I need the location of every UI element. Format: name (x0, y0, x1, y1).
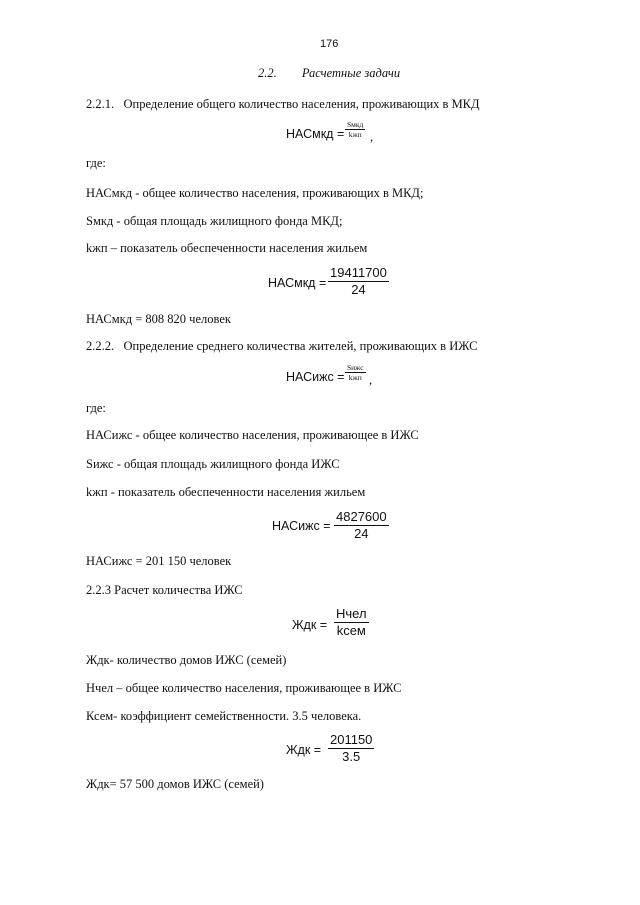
s1-formula-denominator: kжп (348, 130, 362, 140)
s2-formula-denominator: kжп (348, 373, 362, 383)
s2-definition-1: НАСижс - общее количество населения, проживающее в ИЖС (86, 428, 419, 442)
s1-calc-lhs: НАСмкд = (268, 276, 327, 290)
s1-where: где: (86, 156, 106, 170)
s2-definition-3: kжп - показатель обеспеченности населения жильем (86, 485, 366, 499)
s3-formula-lhs: Ждк = (292, 618, 328, 632)
s2-calc-numerator: 4827600 (336, 509, 387, 524)
s1-calc-numerator: 19411700 (330, 265, 387, 280)
s3-result: Ждк= 57 500 домов ИЖС (семей) (86, 777, 264, 791)
s1-formula-comma: , (370, 130, 374, 144)
s2-formula-comma: , (369, 373, 373, 387)
s2-calc-lhs: НАСижс = (272, 519, 331, 533)
s1-definition-2: Sмкд - общая площадь жилищного фонда МКД; (86, 214, 343, 228)
s3-definition-1: Ждк- количество домов ИЖС (семей) (86, 653, 287, 667)
s2-formula-numerator: Sижс (347, 363, 364, 372)
s1-definition-3: kжп – показатель обеспеченности населения жильем (86, 241, 368, 255)
s3-definition-2: Нчел – общее количество населения, проживающее в ИЖС (86, 681, 402, 695)
s1-definition-1: НАСмкд - общее количество населения, проживающих в МКД; (86, 186, 424, 200)
page-number: 176 (320, 38, 339, 50)
s3-calc-denominator: 3.5 (342, 749, 361, 765)
s3-formula-denominator: kсем (336, 623, 366, 639)
section-number: 2.2. (258, 66, 277, 80)
s2-formula-fraction (345, 363, 366, 383)
s1-formula-numerator: Sмкд (347, 120, 364, 129)
s2-definition-2: Sижс - общая площадь жилищного фонда ИЖС (86, 457, 340, 471)
s1-heading: 2.2.1. Определение общего количество населения, проживающих в МКД (86, 97, 480, 111)
s3-formula-numerator: Нчел (336, 606, 367, 621)
s2-formula-lhs: НАСижс = (286, 370, 345, 384)
s3-heading: 2.2.3 Расчет количества ИЖС (86, 583, 243, 597)
s1-result: НАСмкд = 808 820 человек (86, 312, 231, 326)
s2-heading: 2.2.2. Определение среднего количества жителей, проживающих в ИЖС (86, 339, 478, 353)
s3-calc-numerator: 201150 (330, 732, 373, 747)
s1-formula-lhs: НАСмкд = (286, 127, 345, 141)
s2-where: где: (86, 401, 106, 415)
s1-formula-fraction (345, 120, 365, 140)
s1-calc-fraction (328, 265, 389, 299)
section-title: Расчетные задачи (301, 66, 401, 80)
s2-calc-fraction (334, 509, 389, 543)
s3-formula-fraction (334, 606, 369, 640)
section-heading (258, 66, 400, 81)
s3-definition-3: Ксем- коэффициент семейственности. 3.5 человека. (86, 709, 362, 723)
s2-result: НАСижс = 201 150 человек (86, 554, 232, 568)
s3-calc-lhs: Ждк = (286, 743, 322, 757)
s1-calc-denominator: 24 (351, 282, 366, 298)
s2-calc-denominator: 24 (354, 526, 369, 542)
s3-calc-fraction (328, 732, 374, 766)
